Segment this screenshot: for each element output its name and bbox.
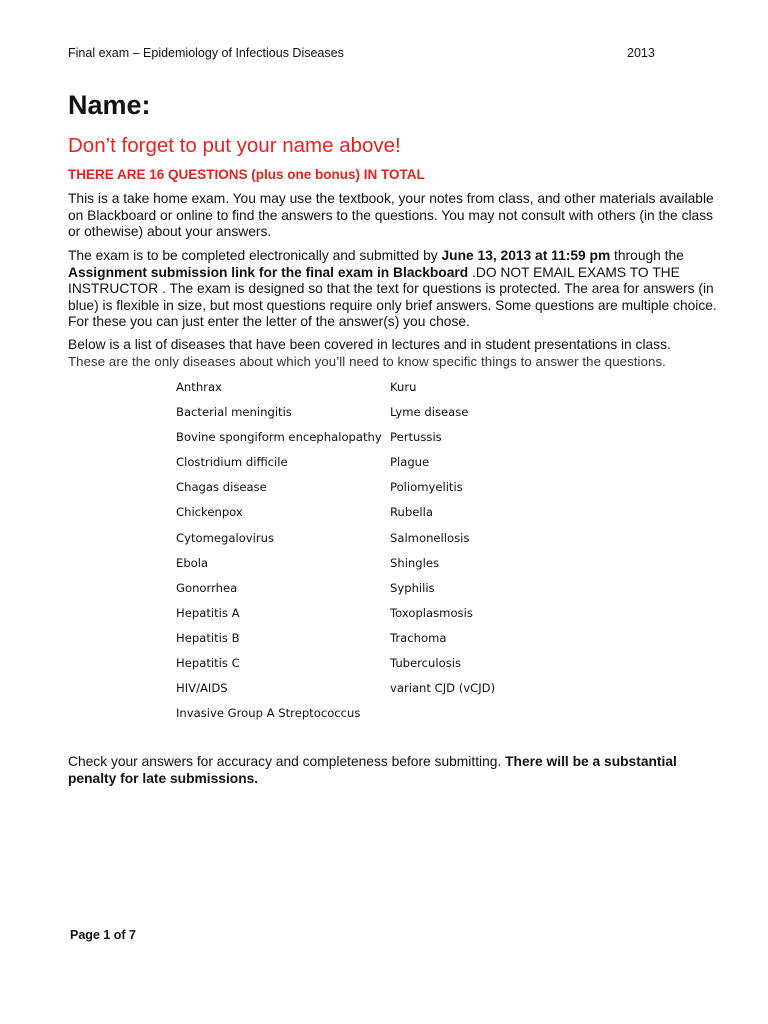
disease-item: Hepatitis C (176, 656, 240, 671)
submission-paragraph (68, 248, 718, 331)
disease-item: Hepatitis B (176, 630, 240, 645)
disease-item: Pertussis (390, 430, 442, 445)
submission-text-3: .DO NOT EMAIL EXAMS TO THE INSTRUCTOR . The exam is designed so that the text for questions is protected. The area for answers (in blue) is flexible in size, but most questions require only brief answers. Some questions are multiple choice. For these you can just enter the letter of the answer(s) you chose. (68, 264, 717, 329)
disease-item: Chickenpox (176, 505, 243, 520)
disease-item: Clostridium difficile (176, 455, 288, 470)
disease-item: Hepatitis A (176, 605, 240, 620)
disease-item: Shingles (390, 555, 440, 570)
submission-text-1: The exam is to be completed electronically and submitted by (68, 248, 442, 263)
disease-item: variant CJD (vCJD) (390, 681, 496, 696)
question-count: THERE ARE 16 QUESTIONS (plus one bonus) IN TOTAL (68, 167, 425, 182)
disease-item: Ebola (176, 555, 209, 570)
header-year: 2013 (627, 46, 655, 60)
disease-list-left (176, 378, 382, 729)
disease-item: Bacterial meningitis (176, 405, 292, 420)
header-title: Final exam – Epidemiology of Infectious Diseases (68, 46, 344, 60)
disease-item: Cytomegalovirus (176, 530, 275, 545)
disease-intro-paragraph (68, 337, 718, 370)
disease-item: Gonorrhea (176, 580, 238, 595)
page-number: Page 1 of 7 (70, 928, 136, 942)
disease-item: Trachoma (390, 630, 447, 645)
late-penalty-warning: There will be a substantial penalty for late submissions. (68, 754, 677, 786)
submission-deadline: June 13, 2013 at 11:59 pm (441, 248, 611, 263)
disease-item: HIV/AIDS (176, 681, 228, 696)
submission-text-2: through the (610, 248, 684, 263)
disease-intro-line-2: These are the only diseases about which you’ll need to know specific things to answer the questions. (68, 353, 666, 369)
disease-item: Chagas disease (176, 480, 267, 495)
disease-item: Anthrax (176, 380, 222, 394)
disease-item: Bovine spongiform encephalopathy (176, 430, 382, 445)
closing-text: Check your answers for accuracy and completeness before submitting. (68, 754, 506, 769)
disease-item: Kuru (390, 380, 417, 394)
name-reminder: Don’t forget to put your name above! (68, 134, 401, 157)
disease-item: Salmonellosis (390, 530, 470, 545)
disease-item: Rubella (390, 505, 433, 520)
disease-item: Toxoplasmosis (390, 605, 473, 620)
disease-item: Invasive Group A Streptococcus (176, 706, 361, 721)
disease-intro-line-1: Below is a list of diseases that have been covered in lectures and in student presentations in class. (68, 337, 671, 352)
disease-item: Poliomyelitis (390, 480, 463, 495)
disease-item: Plague (390, 455, 430, 470)
disease-item: Syphilis (390, 580, 435, 595)
intro-paragraph: This is a take home exam. You may use the textbook, your notes from class, and other materials available on Blackboard or online to find the answers to the questions. You may not consult with others (in the class or othewise) about your answers. (68, 191, 714, 239)
closing-paragraph (68, 754, 718, 787)
disease-item: Tuberculosis (390, 656, 462, 671)
name-heading: Name: (68, 90, 151, 120)
disease-list-right (390, 378, 495, 704)
disease-item: Lyme disease (390, 405, 469, 420)
submission-link-text: Assignment submission link for the final exam in Blackboard (68, 264, 469, 280)
